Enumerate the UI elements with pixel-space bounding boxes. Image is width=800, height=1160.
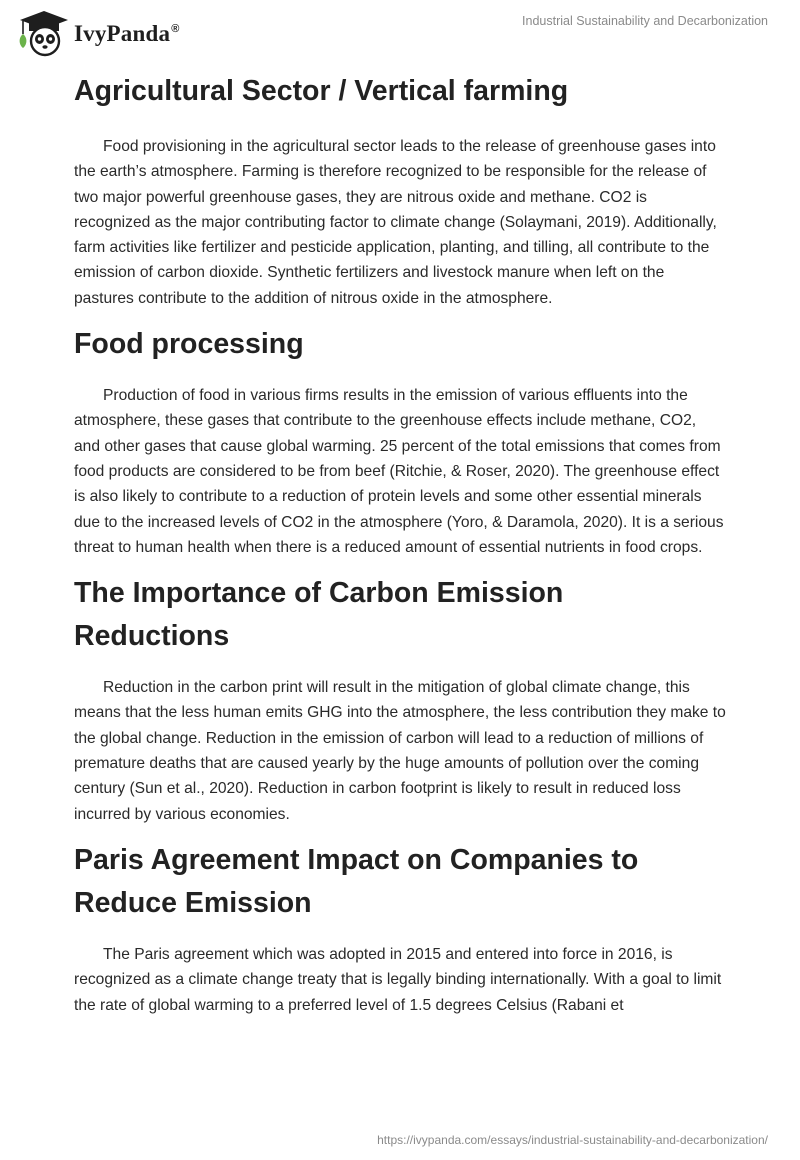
section-heading-paris-agreement: Paris Agreement Impact on Companies to Reduce Emission bbox=[74, 843, 639, 919]
section-heading-agricultural: Agricultural Sector / Vertical farming bbox=[74, 75, 569, 107]
section-paragraph-emission-reductions: Reduction in the carbon print will result in the mitigation of global climate change, this means that the less human emits GHG into the atmosphere, the less contribution they make to the global change. Reduction in the emission of carbon will lead to a reduction of millions of premature deaths that are caused yearly by the huge amounts of pollution over the coming century (Sun et al., 2020). Reduction in carbon footprint is likely to result in reduced loss incurred by various economies. bbox=[74, 679, 726, 823]
section-paragraph-food-processing: Production of food in various firms results in the emission of various effluents into the atmosphere, these gases that contribute to the greenhouse effects include methane, CO2, and other gases that cause global warming. 25 percent of the total emissions that comes from food products are considered to be from beef (Ritchie, & Roser, 2020). The greenhouse effect is also likely to contribute to a reduction of protein levels and some other essential minerals due to the increased levels of CO2 in the atmosphere (Yoro, & Daramola, 2020). It is a serious threat to human health when there is a reduced amount of essential nutrients in food crops. bbox=[74, 387, 724, 556]
section-heading-emission-reductions: The Importance of Carbon Emission Reductions bbox=[74, 577, 564, 653]
panda-graduate-logo-icon bbox=[14, 8, 70, 58]
section-heading-food-processing: Food processing bbox=[74, 328, 304, 361]
page-header bbox=[0, 0, 800, 62]
ivypanda-logo[interactable] bbox=[14, 8, 180, 58]
section-paragraph-agricultural: Food provisioning in the agricultural sector leads to the release of greenhouse gases into the earth’s atmosphere. Farming is therefore recognized to be responsible for the release of two major powerful greenhouse gases, they are nitrous oxide and methane. CO2 is recognized as the major contributing factor to climate change (Solaymani, 2019). Additionally, farm activities like fertilizer and pesticide application, planting, and tilling, all contribute to the emission of carbon dioxide. Synthetic fertilizers and livestock manure when left on the pastures contribute to the addition of nitrous oxide in the atmosphere. bbox=[74, 138, 717, 307]
source-url-link[interactable]: https://ivypanda.com/essays/industrial-sustainability-and-decarbonization/ bbox=[377, 1133, 768, 1147]
document-title: Industrial Sustainability and Decarbonization bbox=[522, 14, 768, 28]
section-paragraph-paris-agreement: The Paris agreement which was adopted in 2015 and entered into force in 2016, is recognized as a climate change treaty that is legally binding internationally. With a goal to limit the rate of global warming to a preferred level of 1.5 degrees Celsius (Rabani et bbox=[74, 945, 722, 1014]
essay-content bbox=[74, 64, 726, 1018]
logo-wordmark: IvyPanda® bbox=[74, 21, 180, 46]
registered-mark: ® bbox=[171, 23, 180, 36]
